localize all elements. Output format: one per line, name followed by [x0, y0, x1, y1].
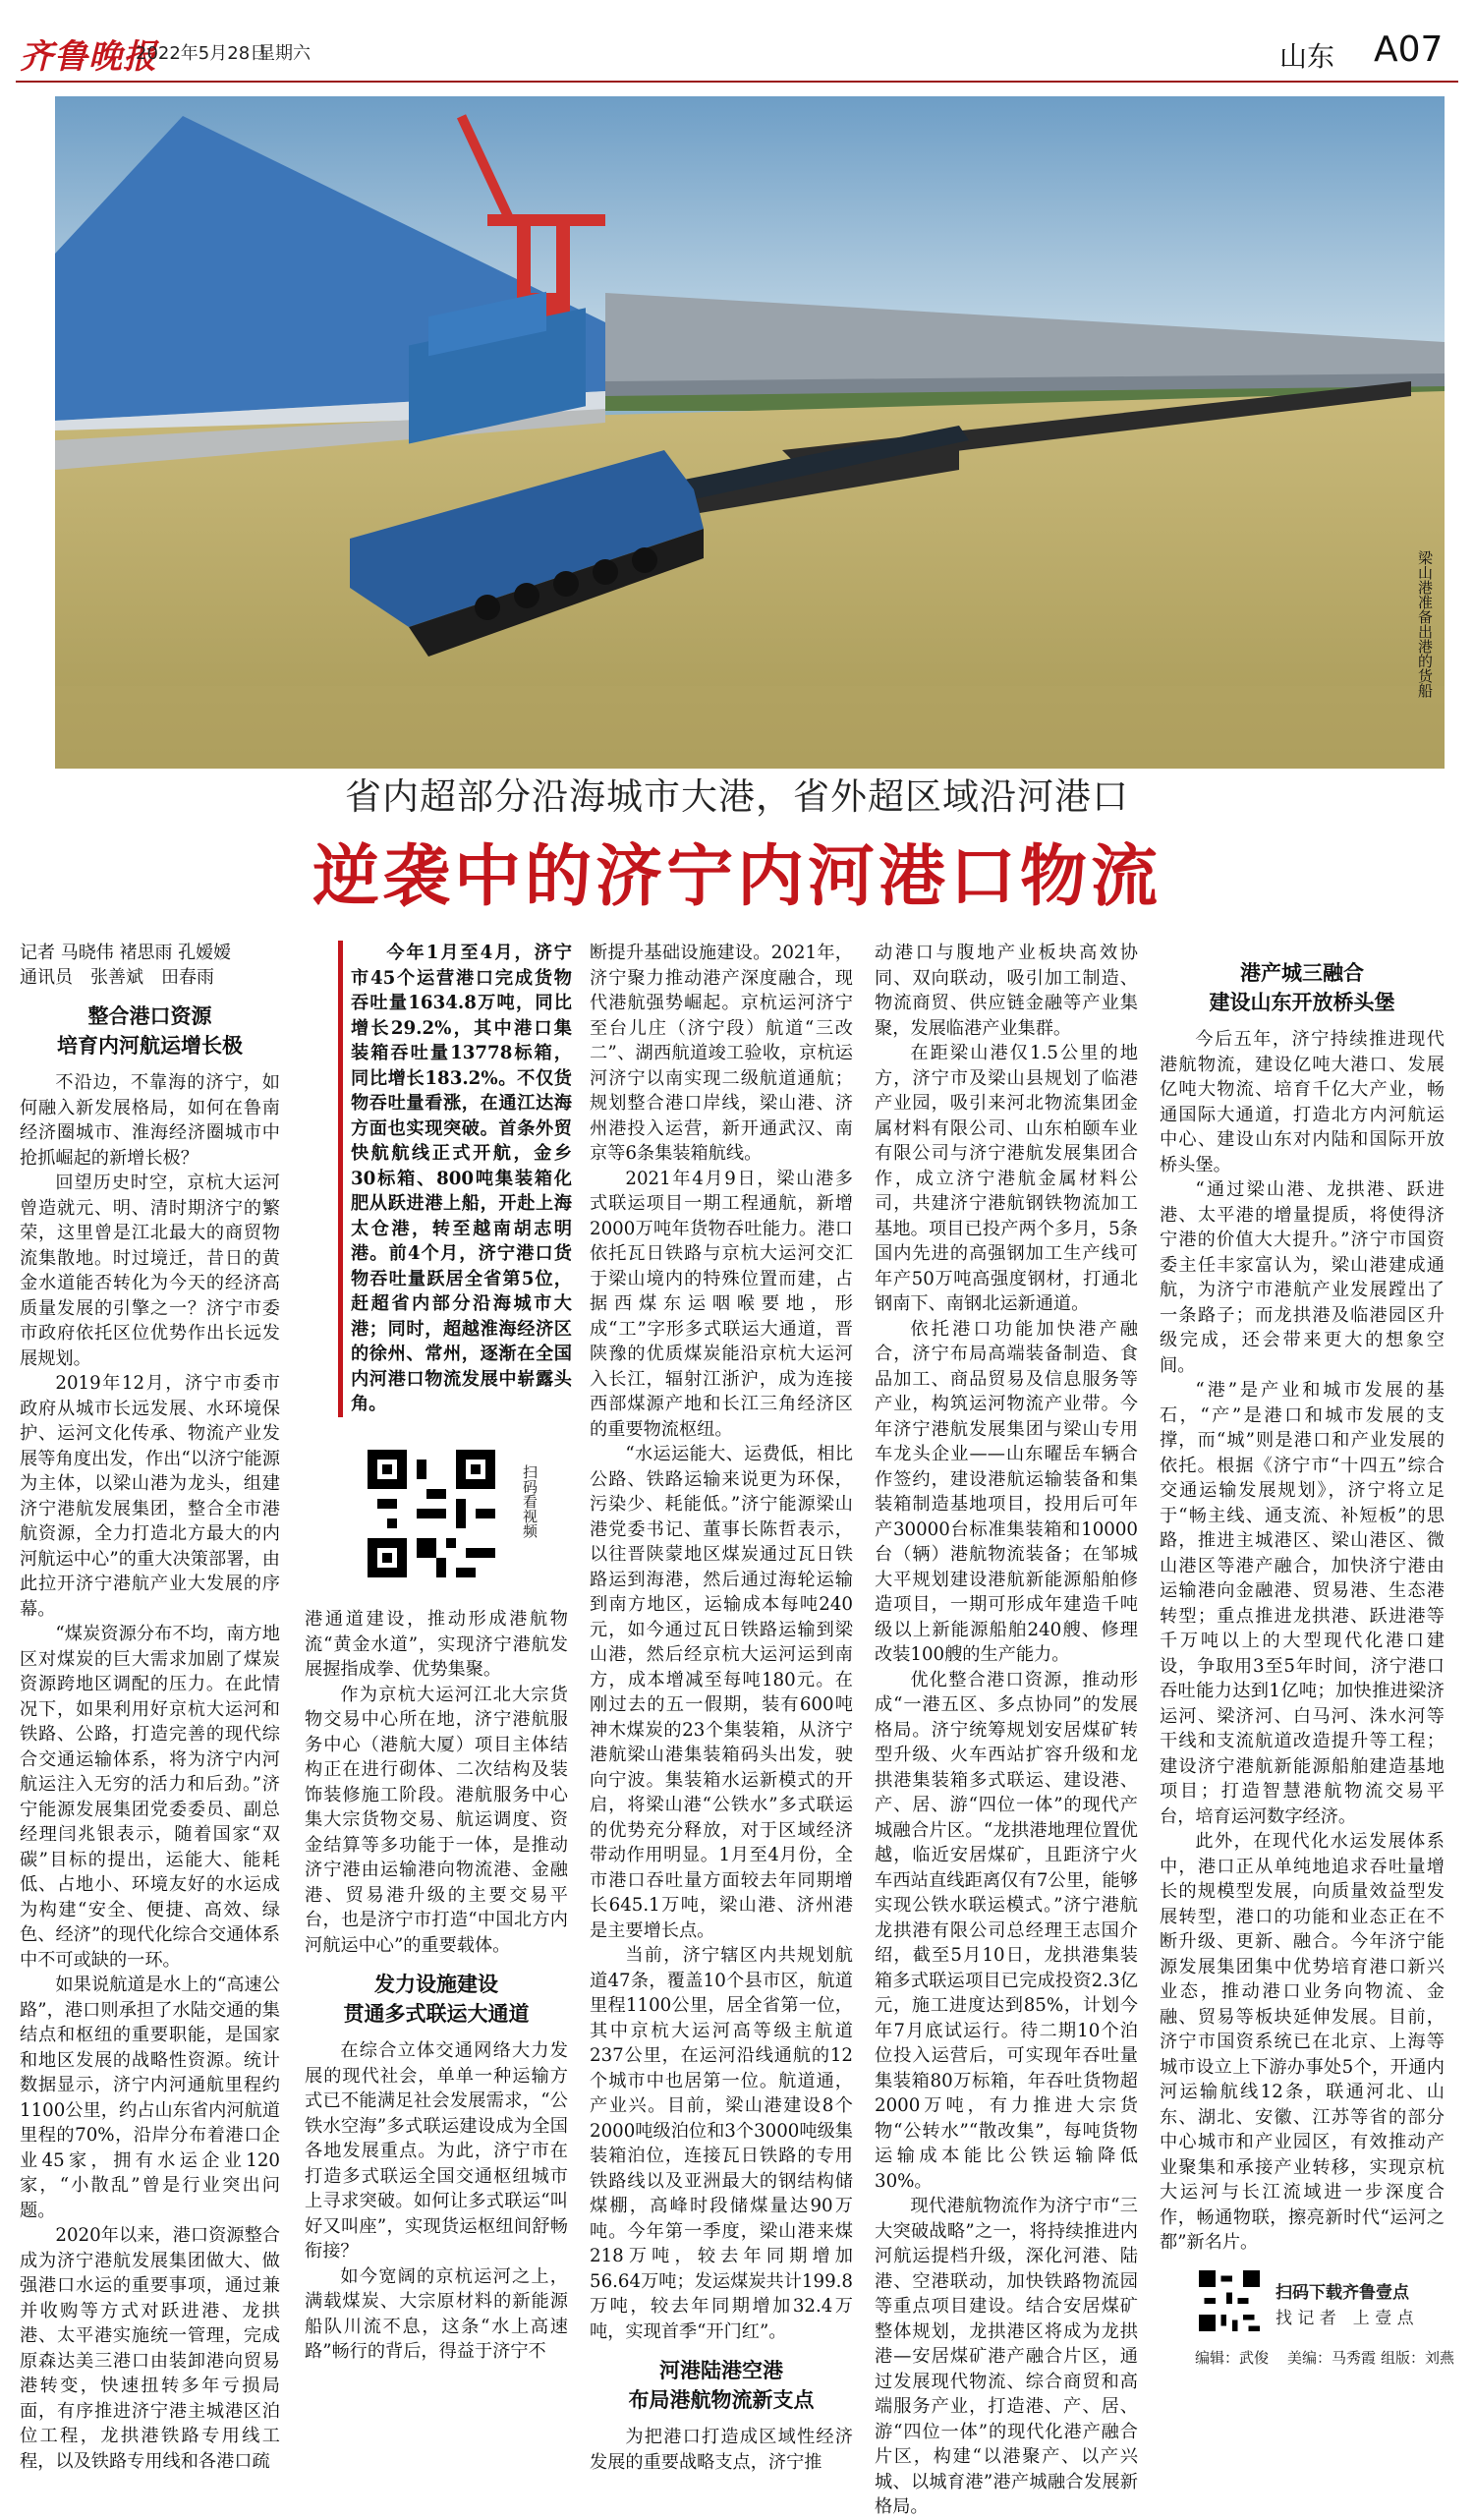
paragraph: “通过梁山港、龙拱港、跃进港、太平港的增量提质，将使得济宁港的价值大大提升。”济宁市国资委主任丰家富认为，梁山港建成通航，为济宁市港航产业发展蹚出了一条路子；而龙拱港及临港园区升级完成，还会带来更大的想象空间。 [1160, 1179, 1445, 1376]
newspaper-logo: 齐鲁晚报 [20, 37, 157, 77]
issue-weekday: 星期六 [257, 43, 311, 64]
qr-icon [368, 1450, 495, 1577]
qr-icon [1199, 2270, 1260, 2331]
paragraph: 在综合立体交通网络大力发展的现代社会，单单一种运输方式已不能满足社会发展需求，“公铁水空海”多式联运建设成为全国各地发展重点。为此，济宁市在打造多式联运全国交通枢纽城市上寻求突破。如何让多式联运“叫好又叫座”，实现货运枢纽间舒畅衔接？ [305, 2040, 568, 2262]
section-heading-4 [1160, 958, 1445, 1017]
section-heading-3-line2: 布局港航物流新支点 [628, 2388, 815, 2412]
design-credit: 美编：马秀霞 [1287, 2349, 1377, 2367]
paragraph: 2020年以来，港口资源整合成为济宁港航发展集团做大、做强港口水运的重要事项，通过兼并收购等方式对跃进港、龙拱港、太平港实施统一管理，完成原森达美三港口由装卸港向贸易港转变，快速扭转多年亏损局面，有序推进济宁港主城港区泊位工程，龙拱港铁路专用线工程，以及铁路专用线和各港口疏 [20, 2225, 280, 2472]
paragraph: 今后五年，济宁持续推进现代港航物流，建设亿吨大港口、发展亿吨大物流、培育千亿大产业，畅通国际大通道，打造北方内河航运中心、建设山东对内陆和国际开放桥头堡。 [1160, 1029, 1445, 1175]
lead-summary-box [338, 941, 572, 1417]
section-heading-1-line1: 整合港口资源 [87, 1004, 212, 1028]
section-heading-1-line2: 培育内河航运增长极 [57, 1034, 243, 1058]
paragraph: 作为京杭大运河江北大宗货物交易中心所在地，济宁港航服务中心（港航大厦）项目主体结构正在进行砌体、二次结构及装饰装修施工阶段。港航服务中心集大宗货物交易、航运调度、资金结算等多功能于一体，是推动济宁港由运输港向物流港、金融港、贸易港升级的主要交易平台，也是济宁市打造“中国北方内河航运中心”的重要载体。 [305, 1684, 568, 1956]
article-column-4 [875, 941, 1138, 2520]
photo-caption: 梁山港准备出港的货船 [1416, 550, 1434, 698]
paragraph: 2019年12月，济宁市委市政府从城市长远发展、水环境保护、运河文化传承、物流产业发展等角度出发，作出“以济宁能源为主体，以梁山港为龙头，组建济宁港航发展集团，整合全市港航资源，全力打造北方最大的内河航运中心”的重大决策部署，由此拉开济宁港航产业大发展的序幕。 [20, 1373, 280, 1620]
paragraph: 现代港航物流作为济宁市“三大突破战略”之一，将持续推进内河航运提档升级，深化河港、陆港、空港联动，加快铁路物流园等重点项目建设。结合安居煤矿整体规划，龙拱港区将成为龙拱港—安居煤矿港产融合片区，通过发展现代物流、综合商贸和高端服务产业，打造港、产、居、游“四位一体”的现代化港产融合片区，构建“以港聚产、以产兴城、以城育港”港产城融合发展新格局。 [875, 2196, 1138, 2517]
section-heading-3-line1: 河港陆港空港 [659, 2359, 783, 2382]
section-heading-2-line1: 发力设施建设 [374, 1973, 498, 1996]
app-promo-line1: 扫码下载齐鲁壹点 [1276, 2283, 1409, 2303]
app-download-qr-code[interactable] [1199, 2270, 1260, 2331]
paragraph: 港通道建设，推动形成港航物流“黄金水道”，实现济宁港航发展握指成拳、优势集聚。 [305, 1609, 568, 1680]
article-column-2 [305, 1607, 568, 2365]
section-heading-1 [20, 1002, 280, 1060]
paragraph: “港”是产业和城市发展的基石，“产”是港口和城市发展的支撑，而“城”则是港口和产业发展的依托。根据《济宁市“十四五”综合交通运输发展规划》，济宁将立足于“畅主线、通支流、补短板”的思路，推进主城港区、梁山港区、微山港区等港产融合，加快济宁港由运输港向金融港、贸易港、生态港转型；重点推进龙拱港、跃进港等千万吨以上的大型现代化港口建设，争取用3至5年时间，济宁港口吞吐能力达到1亿吨；加快推进梁济运河、梁济河、白马河、洙水河等干线和支流航道改造提升等工程；建设济宁港航新能源船舶建造基地项目；打造智慧港航物流交易平台，培育运河数字经济。 [1160, 1380, 1445, 1827]
paragraph: 2021年4月9日，梁山港多式联运项目一期工程通航，新增2000万吨年货物吞吐能力。港口依托瓦日铁路与京杭大运河交汇于梁山境内的特殊位置而建，占据西煤东运咽喉要地，形成“工”字形多式联运大通道，晋陕豫的优质煤炭能沿京杭大运河入长江，辐射江浙沪，成为连接西部煤源产地和长江三角经济区的重要物流枢纽。 [590, 1168, 853, 1440]
video-qr-code[interactable] [368, 1450, 495, 1577]
section-heading-2 [305, 1970, 568, 2029]
paragraph: 在距梁山港仅1.5公里的地方，济宁市及梁山县规划了临港产业园，吸引来河北物流集团金属材料有限公司、山东柏颐车业有限公司与济宁港航发展集团合作，成立济宁港航金属材料公司，共建济宁港航钢铁物流加工基地。项目已投产两个多月，5条国内先进的高强钢加工生产线可年产50万吨高强度钢材，打通北钢南下、南钢北运新通道。 [875, 1043, 1138, 1314]
header-divider [16, 81, 1458, 83]
section-heading-2-line2: 贯通多式联运大通道 [343, 2002, 530, 2026]
cargo-ship-illustration [55, 96, 1445, 769]
paragraph: 不沿边，不靠海的济宁，如何融入新发展格局，如何在鲁南经济圈城市、淮海经济圈城市中抢抓崛起的新增长极？ [20, 1072, 280, 1169]
layout-credit: 组版：刘燕 [1381, 2349, 1455, 2367]
byline-reporters: 记者 马晓伟 褚思雨 孔嫒嫒 [20, 943, 232, 963]
paragraph: “水运运能大、运费低，相比公路、铁路运输来说更为环保，污染少、耗能低。”济宁能源梁山港党委书记、董事长陈哲表示，以往晋陕蒙地区煤炭通过瓦日铁路运到海港，然后通过海轮运输到南方地区，运输成本每吨240元，如今通过瓦日铁路运输到梁山港，然后经京杭大运河运到南方，成本增减至每吨180元。在刚过去的五一假期，装有600吨神木煤炭的23个集装箱，从济宁港航梁山港集装箱码头出发，驶向宁波。集装箱水运新模式的开启，将梁山港“公铁水”多式联运的优势充分释放，对于区域经济带动作用明显。1月至4月份，全市港口吞吐量方面较去年同期增长645.1万吨，梁山港、济州港是主要增长点。 [590, 1444, 853, 1941]
qr-video-caption: 扫码看视频 [521, 1464, 539, 1538]
article-column-1 [20, 941, 280, 2474]
article-column-3 [590, 941, 853, 2475]
paragraph: 如果说航道是水上的“高速公路”，港口则承担了水陆交通的集结点和枢纽的重要职能，是国家和地区发展的战略性资源。统计数据显示，济宁内河通航里程约1100公里，约占山东省内河航道里程的70%，沿岸分布着港口企业45家，拥有水运企业120家，“小散乱”曾是行业突出问题。 [20, 1975, 280, 2221]
editor-credit: 编辑：武俊 [1195, 2349, 1270, 2367]
paragraph: 此外，在现代化水运发展体系中，港口正从单纯地追求吞吐量增长的规模型发展，向质量效益型发展转型，港口的功能和业态正在不断升级、更新、融合。今年济宁能源发展集团集中优势培育港口新兴业态，推动港口业务向物流、金融、贸易等板块延伸发展。目前，济宁市国资系统已在北京、上海等城市设立上下游办事处5个，开通内河运输航线12条，联通河北、山东、湖北、安徽、江苏等省的部分中心城市和产业园区，有效推动产业聚集和承接产业转移，实现京杭大运河与长江流域进一步深度合作，畅通物联，擦亮新时代“运河之都”新名片。 [1160, 1831, 1445, 2253]
lead-summary-text: 今年1月至4月，济宁市45个运营港口完成货物吞吐量1634.8万吨，同比增长29.2%，其中港口集装箱吞吐量13778标箱，同比增长183.2%。不仅货物吞吐量看涨，在通江达海方面也实现突破。首条外贸快航航线正式开航，金乡30标箱、800吨集装箱化肥从跃进港上船，开赴上海太仓港，转至越南胡志明港。前4个月，济宁港口货物吞吐量跃居全省第5位，赶超省内部分沿海城市大港；同时，超越淮海经济区的徐州、常州，逐渐在全国内河港口物流发展中崭露头角。 [351, 943, 572, 1414]
section-heading-4-line1: 港产城三融合 [1240, 961, 1364, 985]
paragraph: 回望历史时空，京杭大运河曾造就元、明、清时期济宁的繁荣，这里曾是江北最大的商贸物流集散地。时过境迁，昔日的黄金水道能否转化为今天的经济高质量发展的引擎之一？济宁市委市政府依托区位优势作出长远发展规划。 [20, 1173, 280, 1369]
section-heading-4-line2: 建设山东开放桥头堡 [1209, 991, 1395, 1014]
paragraph: 断提升基础设施建设。2021年，济宁聚力推动港产深度融合，现代港航强势崛起。京杭运河济宁至台儿庄（济宁段）航道“三改二”、湖西航道竣工验收，京杭运河济宁以南实现二级航道通航；规划整合港口岸线，梁山港、济州港投入运营，新开通武汉、南京等6条集装箱航线。 [590, 943, 853, 1164]
headline-title: 逆袭中的济宁内河港口物流 [312, 837, 1162, 916]
paragraph: 为把港口打造成区域性经济发展的重要战略支点，济宁推 [590, 2427, 853, 2473]
section-name: 山东 [1279, 40, 1335, 73]
port-photo [55, 96, 1445, 769]
issue-date: 2022年5月28日 [136, 43, 268, 64]
paragraph: 当前，济宁辖区内共规划航道47条，覆盖10个县市区，航道里程1100公里，居全省第一位，其中京杭大运河高等级主航道237公里，在运河沿线通航的12个城市中也居第一位。航道通，产业兴。目前，梁山港建设8个2000吨级泊位和3个3000吨级集装箱泊位，连接瓦日铁路的专用铁路线以及亚洲最大的钢结构储煤棚，高峰时段储煤量达90万吨。今年第一季度，梁山港来煤218万吨，较去年同期增加56.64万吨；发运煤炭共计199.8万吨，较去年同期增加32.4万吨，实现首季“开门红”。 [590, 1945, 853, 2342]
page-number: A07 [1374, 29, 1444, 70]
paragraph: 优化整合港口资源，推动形成“一港五区、多点协同”的发展格局。济宁统筹规划安居煤矿转型升级、火车西站扩容升级和龙拱港集装箱多式联运、建设港、产、居、游“四位一体”的现代产城融合片区。“龙拱港地理位置优越，临近安居煤矿，且距济宁火车西站直线距离仅有7公里，能够实现公铁水联运模式。”济宁港航龙拱港有限公司总经理王志国介绍，截至5月10日，龙拱港集装箱多式联运项目已完成投资2.3亿元，施工进度达到85%，计划今年7月底试运行。待二期10个泊位投入运营后，可实现年吞吐量集装箱80万标箱，年吞吐货物超2000万吨，有力推进大宗货物“公转水”“散改集”，每吨货物运输成本能比公铁运输降低30%。 [875, 1669, 1138, 2192]
headline-subtitle: 省内超部分沿海城市大港，省外超区域沿河港口 [345, 775, 1129, 818]
paragraph: 如今宽阔的京杭运河之上，满载煤炭、大宗原材料的新能源船队川流不息，这条“水上高速路”畅行的背后，得益于济宁不 [305, 2265, 568, 2362]
section-heading-3 [590, 2356, 853, 2415]
paragraph: “煤炭资源分布不均，南方地区对煤炭的巨大需求加剧了煤炭资源跨地区调配的压力。在此情况下，如果利用好京杭大运河和铁路、公路，打造完善的现代综合交通运输体系，将为济宁内河航运注入无穷的活力和后劲。”济宁能源发展集团党委委员、副总经理闫兆银表示，随着国家“双碳”目标的提出，运能大、能耗低、占地小、环境友好的水运成为构建“安全、便捷、高效、绿色、经济”的现代化综合交通体系中不可或缺的一环。 [20, 1624, 280, 1971]
paragraph: 动港口与腹地产业板块高效协同、双向联动，吸引加工制造、物流商贸、供应链金融等产业集聚，发展临港产业集群。 [875, 943, 1138, 1039]
article-column-5 [1160, 941, 1445, 2256]
byline-correspondents: 通讯员 张善斌 田春雨 [20, 967, 214, 988]
paragraph: 依托港口功能加快港产融合，济宁布局高端装备制造、食品加工、商品贸易及信息服务等产业，构筑运河物流产业带。今年济宁港航发展集团与梁山专用车龙头企业——山东曜岳车辆合作签约，建设港航运输装备和集装箱制造基地项目，投用后可年产30000台标准集装箱和10000台（辆）港航物流装备；在邹城大平规划建设港航新能源船舶修造项目，一期可形成年建造千吨级以上新能源船舶240艘、修理改装100艘的生产能力。 [875, 1318, 1138, 1665]
app-promo-line2: 找 记 者 上 壹 点 [1276, 2309, 1414, 2328]
